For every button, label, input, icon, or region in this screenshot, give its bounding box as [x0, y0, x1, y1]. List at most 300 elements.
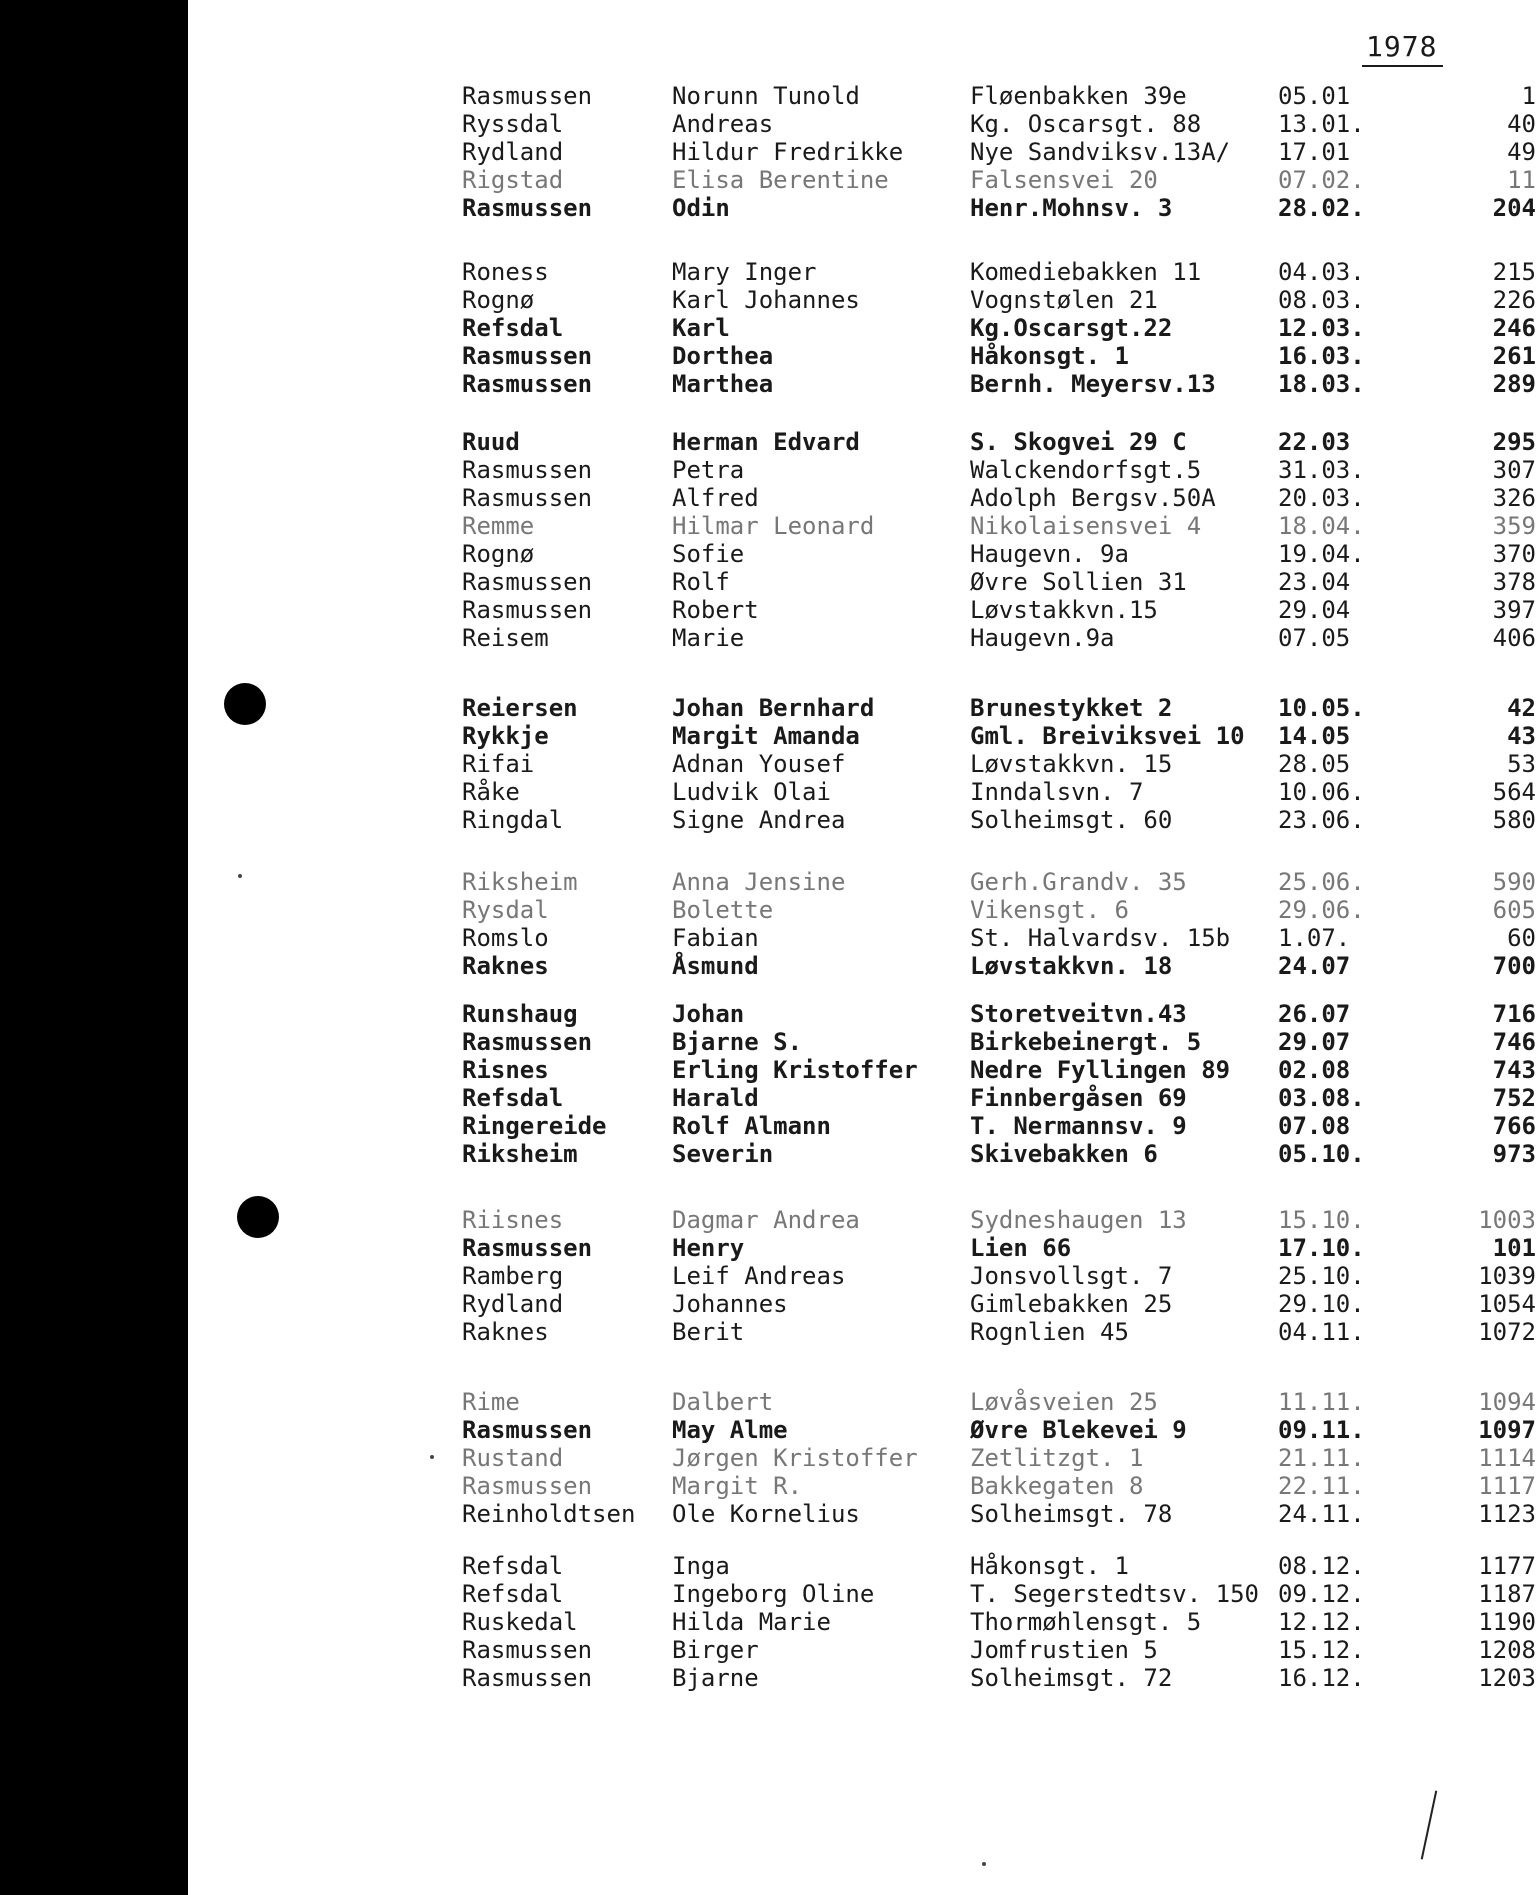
first-name-cell: Alfred — [672, 484, 759, 512]
first-name-cell: Ole Kornelius — [672, 1500, 860, 1528]
date-cell: 02.08 — [1278, 1056, 1351, 1084]
number-cell: 1117 — [1478, 1472, 1536, 1500]
surname-cell: Rasmussen — [462, 342, 593, 370]
date-cell: 22.03 — [1278, 428, 1351, 456]
date-cell: 07.08 — [1278, 1112, 1351, 1140]
date-cell: 11.11. — [1278, 1388, 1365, 1416]
surname-cell: Råke — [462, 778, 520, 806]
first-name-cell: Johannes — [672, 1290, 788, 1318]
address-cell: Nikolaisensvei 4 — [970, 512, 1202, 540]
number-cell: 1072 — [1478, 1318, 1536, 1346]
surname-cell: Romslo — [462, 924, 549, 952]
address-cell: Haugevn. 9a — [970, 540, 1129, 568]
first-name-cell: Margit R. — [672, 1472, 803, 1500]
date-cell: 24.11. — [1278, 1500, 1365, 1528]
address-cell: Øvre Sollien 31 — [970, 568, 1187, 596]
entry-group — [0, 1206, 1536, 1346]
surname-cell: Risnes — [462, 1056, 549, 1084]
register-entry — [0, 1552, 1536, 1580]
date-cell: 28.05 — [1278, 750, 1351, 778]
register-entry — [0, 722, 1536, 750]
surname-cell: Rognø — [462, 540, 535, 568]
surname-cell: Ruud — [462, 428, 520, 456]
number-cell: 397 — [1492, 596, 1536, 624]
first-name-cell: Adnan Yousef — [672, 750, 846, 778]
date-cell: 12.12. — [1278, 1608, 1365, 1636]
date-cell: 13.01. — [1278, 110, 1365, 138]
surname-cell: Rognø — [462, 286, 535, 314]
address-cell: Nedre Fyllingen 89 — [970, 1056, 1231, 1084]
surname-cell: Refsdal — [462, 1084, 564, 1112]
address-cell: Finnbergåsen 69 — [970, 1084, 1187, 1112]
surname-cell: Raknes — [462, 952, 549, 980]
first-name-cell: Robert — [672, 596, 759, 624]
date-cell: 28.02. — [1278, 194, 1365, 222]
register-entry — [0, 750, 1536, 778]
surname-cell: Rigstad — [462, 166, 564, 194]
surname-cell: Rasmussen — [462, 1416, 593, 1444]
register-entry — [0, 1636, 1536, 1664]
first-name-cell: Marthea — [672, 370, 774, 398]
register-entry — [0, 82, 1536, 110]
surname-cell: Rydland — [462, 138, 564, 166]
address-cell: Håkonsgt. 1 — [970, 342, 1129, 370]
first-name-cell: Dagmar Andrea — [672, 1206, 860, 1234]
number-cell: 370 — [1492, 540, 1536, 568]
number-cell: 973 — [1492, 1140, 1536, 1168]
surname-cell: Riksheim — [462, 1140, 578, 1168]
number-cell: 1177 — [1478, 1552, 1536, 1580]
address-cell: Birkebeinergt. 5 — [970, 1028, 1202, 1056]
first-name-cell: Signe Andrea — [672, 806, 846, 834]
surname-cell: Ringdal — [462, 806, 564, 834]
number-cell: 359 — [1492, 512, 1536, 540]
number-cell: 11 — [1507, 166, 1536, 194]
register-entry — [0, 1388, 1536, 1416]
first-name-cell: Åsmund — [672, 952, 759, 980]
surname-cell: Rydland — [462, 1290, 564, 1318]
address-cell: Walckendorfsgt.5 — [970, 456, 1202, 484]
address-cell: Jonsvollsgt. 7 — [970, 1262, 1173, 1290]
date-cell: 26.07 — [1278, 1000, 1351, 1028]
date-cell: 20.03. — [1278, 484, 1365, 512]
first-name-cell: Henry — [672, 1234, 745, 1262]
register-entry — [0, 868, 1536, 896]
number-cell: 60 — [1507, 924, 1536, 952]
address-cell: Gml. Breiviksvei 10 — [970, 722, 1245, 750]
surname-cell: Rime — [462, 1388, 520, 1416]
number-cell: 1187 — [1478, 1580, 1536, 1608]
register-entry — [0, 1234, 1536, 1262]
surname-cell: Raknes — [462, 1318, 549, 1346]
surname-cell: Rasmussen — [462, 1472, 593, 1500]
number-cell: 289 — [1492, 370, 1536, 398]
date-cell: 23.06. — [1278, 806, 1365, 834]
address-cell: Løvstakkvn. 18 — [970, 952, 1173, 980]
date-cell: 31.03. — [1278, 456, 1365, 484]
number-cell: 1190 — [1478, 1608, 1536, 1636]
date-cell: 17.10. — [1278, 1234, 1365, 1262]
surname-cell: Ringereide — [462, 1112, 607, 1140]
address-cell: Løvstakkvn. 15 — [970, 750, 1173, 778]
address-cell: Storetveitvn.43 — [970, 1000, 1187, 1028]
first-name-cell: Jørgen Kristoffer — [672, 1444, 918, 1472]
address-cell: Solheimsgt. 60 — [970, 806, 1173, 834]
date-cell: 07.05 — [1278, 624, 1351, 652]
register-entry — [0, 286, 1536, 314]
date-cell: 29.04 — [1278, 596, 1351, 624]
first-name-cell: Norunn Tunold — [672, 82, 860, 110]
register-entry — [0, 1056, 1536, 1084]
date-cell: 04.03. — [1278, 258, 1365, 286]
surname-cell: Rysdal — [462, 896, 549, 924]
register-entry — [0, 110, 1536, 138]
address-cell: Kg.Oscarsgt.22 — [970, 314, 1173, 342]
address-cell: Thormøhlensgt. 5 — [970, 1608, 1202, 1636]
number-cell: 307 — [1492, 456, 1536, 484]
address-cell: Kg. Oscarsgt. 88 — [970, 110, 1202, 138]
date-cell: 22.11. — [1278, 1472, 1365, 1500]
surname-cell: Rasmussen — [462, 1234, 593, 1262]
number-cell: 1054 — [1478, 1290, 1536, 1318]
number-cell: 204 — [1492, 194, 1536, 222]
register-entry — [0, 1000, 1536, 1028]
date-cell: 16.12. — [1278, 1664, 1365, 1692]
first-name-cell: Hilmar Leonard — [672, 512, 875, 540]
register-entry — [0, 1290, 1536, 1318]
number-cell: 53 — [1507, 750, 1536, 778]
surname-cell: Riisnes — [462, 1206, 564, 1234]
date-cell: 09.12. — [1278, 1580, 1365, 1608]
register-entry — [0, 314, 1536, 342]
entry-group — [0, 868, 1536, 980]
surname-cell: Refsdal — [462, 1552, 564, 1580]
first-name-cell: Erling Kristoffer — [672, 1056, 918, 1084]
first-name-cell: Bjarne S. — [672, 1028, 803, 1056]
register-entry — [0, 1112, 1536, 1140]
register-entry — [0, 1580, 1536, 1608]
date-cell: 12.03. — [1278, 314, 1365, 342]
register-entry — [0, 370, 1536, 398]
number-cell: 1 — [1521, 82, 1536, 110]
register-entry — [0, 1084, 1536, 1112]
surname-cell: Rasmussen — [462, 456, 593, 484]
surname-cell: Refsdal — [462, 314, 564, 342]
number-cell: 1208 — [1478, 1636, 1536, 1664]
date-cell: 03.08. — [1278, 1084, 1365, 1112]
register-entry — [0, 778, 1536, 806]
address-cell: Gimlebakken 25 — [970, 1290, 1173, 1318]
register-entry — [0, 1140, 1536, 1168]
entry-group — [0, 428, 1536, 652]
surname-cell: Rustand — [462, 1444, 564, 1472]
number-cell: 1003 — [1478, 1206, 1536, 1234]
register-entry — [0, 456, 1536, 484]
first-name-cell: Margit Amanda — [672, 722, 860, 750]
number-cell: 246 — [1492, 314, 1536, 342]
date-cell: 04.11. — [1278, 1318, 1365, 1346]
date-cell: 25.10. — [1278, 1262, 1365, 1290]
surname-cell: Rasmussen — [462, 568, 593, 596]
register-entry — [0, 952, 1536, 980]
first-name-cell: Karl — [672, 314, 730, 342]
register-entry — [0, 138, 1536, 166]
surname-cell: Remme — [462, 512, 535, 540]
register-entry — [0, 806, 1536, 834]
number-cell: 40 — [1507, 110, 1536, 138]
address-cell: Jomfrustien 5 — [970, 1636, 1158, 1664]
date-cell: 08.12. — [1278, 1552, 1365, 1580]
address-cell: Henr.Mohnsv. 3 — [970, 194, 1173, 222]
address-cell: Løvåsveien 25 — [970, 1388, 1158, 1416]
first-name-cell: Marie — [672, 624, 745, 652]
register-entry — [0, 428, 1536, 456]
entry-group — [0, 1388, 1536, 1528]
surname-cell: Riksheim — [462, 868, 578, 896]
address-cell: Haugevn.9a — [970, 624, 1115, 652]
entry-group — [0, 1552, 1536, 1692]
register-entry — [0, 1318, 1536, 1346]
register-entry — [0, 484, 1536, 512]
first-name-cell: Mary Inger — [672, 258, 817, 286]
first-name-cell: Odin — [672, 194, 730, 222]
surname-cell: Runshaug — [462, 1000, 578, 1028]
register-entry — [0, 258, 1536, 286]
first-name-cell: Bjarne — [672, 1664, 759, 1692]
register-entry — [0, 568, 1536, 596]
entry-group — [0, 82, 1536, 222]
address-cell: Skivebakken 6 — [970, 1140, 1158, 1168]
address-cell: Rognlien 45 — [970, 1318, 1129, 1346]
date-cell: 05.10. — [1278, 1140, 1365, 1168]
address-cell: Vikensgt. 6 — [970, 896, 1129, 924]
address-cell: Zetlitzgt. 1 — [970, 1444, 1144, 1472]
number-cell: 605 — [1492, 896, 1536, 924]
first-name-cell: Anna Jensine — [672, 868, 846, 896]
address-cell: Bakkegaten 8 — [970, 1472, 1144, 1500]
address-cell: Solheimsgt. 78 — [970, 1500, 1173, 1528]
address-cell: Falsensvei 20 — [970, 166, 1158, 194]
date-cell: 17.01 — [1278, 138, 1351, 166]
number-cell: 752 — [1492, 1084, 1536, 1112]
date-cell: 19.04. — [1278, 540, 1365, 568]
surname-cell: Ramberg — [462, 1262, 564, 1290]
year-heading: 1978 — [1362, 30, 1443, 67]
surname-cell: Rykkje — [462, 722, 549, 750]
first-name-cell: Inga — [672, 1552, 730, 1580]
address-cell: Fløenbakken 39e — [970, 82, 1187, 110]
surname-cell: Rasmussen — [462, 1636, 593, 1664]
number-cell: 746 — [1492, 1028, 1536, 1056]
register-entry — [0, 896, 1536, 924]
surname-cell: Reisem — [462, 624, 549, 652]
date-cell: 07.02. — [1278, 166, 1365, 194]
number-cell: 378 — [1492, 568, 1536, 596]
first-name-cell: Johan Bernhard — [672, 694, 875, 722]
pen-stroke — [1421, 1791, 1438, 1860]
date-cell: 18.03. — [1278, 370, 1365, 398]
entry-group — [0, 1000, 1536, 1168]
surname-cell: Rasmussen — [462, 484, 593, 512]
number-cell: 1203 — [1478, 1664, 1536, 1692]
first-name-cell: Hildur Fredrikke — [672, 138, 904, 166]
register-entry — [0, 596, 1536, 624]
address-cell: Håkonsgt. 1 — [970, 1552, 1129, 1580]
register-entry — [0, 540, 1536, 568]
surname-cell: Rasmussen — [462, 370, 593, 398]
register-entry — [0, 1444, 1536, 1472]
address-cell: T. Segerstedtsv. 150 — [970, 1580, 1259, 1608]
register-entry — [0, 1472, 1536, 1500]
first-name-cell: Dalbert — [672, 1388, 774, 1416]
number-cell: 716 — [1492, 1000, 1536, 1028]
number-cell: 295 — [1492, 428, 1536, 456]
register-entry — [0, 1262, 1536, 1290]
date-cell: 15.10. — [1278, 1206, 1365, 1234]
register-entry — [0, 924, 1536, 952]
number-cell: 564 — [1492, 778, 1536, 806]
date-cell: 10.05. — [1278, 694, 1365, 722]
surname-cell: Roness — [462, 258, 549, 286]
register-entry — [0, 1500, 1536, 1528]
first-name-cell: Johan — [672, 1000, 745, 1028]
surname-cell: Rasmussen — [462, 596, 593, 624]
address-cell: Sydneshaugen 13 — [970, 1206, 1187, 1234]
number-cell: 43 — [1507, 722, 1536, 750]
address-cell: S. Skogvei 29 C — [970, 428, 1187, 456]
first-name-cell: Bolette — [672, 896, 774, 924]
register-entry — [0, 342, 1536, 370]
first-name-cell: Ludvik Olai — [672, 778, 831, 806]
number-cell: 42 — [1507, 694, 1536, 722]
first-name-cell: Fabian — [672, 924, 759, 952]
date-cell: 24.07 — [1278, 952, 1351, 980]
address-cell: Adolph Bergsv.50A — [970, 484, 1216, 512]
register-entry — [0, 1028, 1536, 1056]
first-name-cell: May Alme — [672, 1416, 788, 1444]
first-name-cell: Karl Johannes — [672, 286, 860, 314]
date-cell: 1.07. — [1278, 924, 1351, 952]
date-cell: 29.07 — [1278, 1028, 1351, 1056]
first-name-cell: Andreas — [672, 110, 774, 138]
first-name-cell: Harald — [672, 1084, 759, 1112]
surname-cell: Refsdal — [462, 1580, 564, 1608]
number-cell: 226 — [1492, 286, 1536, 314]
first-name-cell: Elisa Berentine — [672, 166, 889, 194]
date-cell: 23.04 — [1278, 568, 1351, 596]
address-cell: Inndalsvn. 7 — [970, 778, 1144, 806]
address-cell: Komediebakken 11 — [970, 258, 1202, 286]
date-cell: 05.01 — [1278, 82, 1351, 110]
register-entry — [0, 1416, 1536, 1444]
address-cell: Solheimsgt. 72 — [970, 1664, 1173, 1692]
number-cell: 261 — [1492, 342, 1536, 370]
date-cell: 15.12. — [1278, 1636, 1365, 1664]
first-name-cell: Severin — [672, 1140, 774, 1168]
date-cell: 21.11. — [1278, 1444, 1365, 1472]
date-cell: 16.03. — [1278, 342, 1365, 370]
surname-cell: Reinholdtsen — [462, 1500, 636, 1528]
first-name-cell: Leif Andreas — [672, 1262, 846, 1290]
number-cell: 326 — [1492, 484, 1536, 512]
first-name-cell: Rolf — [672, 568, 730, 596]
register-entry — [0, 512, 1536, 540]
first-name-cell: Sofie — [672, 540, 745, 568]
address-cell: Løvstakkvn.15 — [970, 596, 1158, 624]
number-cell: 590 — [1492, 868, 1536, 896]
date-cell: 29.06. — [1278, 896, 1365, 924]
first-name-cell: Rolf Almann — [672, 1112, 831, 1140]
register-entry — [0, 1664, 1536, 1692]
address-cell: Lien 66 — [970, 1234, 1072, 1262]
entry-group — [0, 694, 1536, 834]
number-cell: 406 — [1492, 624, 1536, 652]
date-cell: 09.11. — [1278, 1416, 1365, 1444]
date-cell: 14.05 — [1278, 722, 1351, 750]
register-entry — [0, 624, 1536, 652]
number-cell: 1094 — [1478, 1388, 1536, 1416]
surname-cell: Ruskedal — [462, 1608, 578, 1636]
first-name-cell: Herman Edvard — [672, 428, 860, 456]
speck-mark — [982, 1862, 986, 1866]
register-entry — [0, 694, 1536, 722]
date-cell: 08.03. — [1278, 286, 1365, 314]
surname-cell: Rifai — [462, 750, 535, 778]
address-cell: Bernh. Meyersv.13 — [970, 370, 1216, 398]
first-name-cell: Ingeborg Oline — [672, 1580, 875, 1608]
address-cell: T. Nermannsv. 9 — [970, 1112, 1187, 1140]
surname-cell: Rasmussen — [462, 1028, 593, 1056]
address-cell: St. Halvardsv. 15b — [970, 924, 1231, 952]
number-cell: 1039 — [1478, 1262, 1536, 1290]
number-cell: 700 — [1492, 952, 1536, 980]
first-name-cell: Berit — [672, 1318, 745, 1346]
register-entry — [0, 1206, 1536, 1234]
surname-cell: Rasmussen — [462, 82, 593, 110]
number-cell: 215 — [1492, 258, 1536, 286]
address-cell: Nye Sandviksv.13A/ — [970, 138, 1231, 166]
first-name-cell: Petra — [672, 456, 745, 484]
number-cell: 1114 — [1478, 1444, 1536, 1472]
first-name-cell: Birger — [672, 1636, 759, 1664]
number-cell: 743 — [1492, 1056, 1536, 1084]
date-cell: 18.04. — [1278, 512, 1365, 540]
number-cell: 49 — [1507, 138, 1536, 166]
first-name-cell: Hilda Marie — [672, 1608, 831, 1636]
surname-cell: Rasmussen — [462, 194, 593, 222]
surname-cell: Rasmussen — [462, 1664, 593, 1692]
address-cell: Vognstølen 21 — [970, 286, 1158, 314]
address-cell: Gerh.Grandv. 35 — [970, 868, 1187, 896]
number-cell: 580 — [1492, 806, 1536, 834]
number-cell: 1097 — [1478, 1416, 1536, 1444]
date-cell: 25.06. — [1278, 868, 1365, 896]
number-cell: 766 — [1492, 1112, 1536, 1140]
address-cell: Øvre Blekevei 9 — [970, 1416, 1187, 1444]
number-cell: 101 — [1492, 1234, 1536, 1262]
surname-cell: Ryssdal — [462, 110, 564, 138]
date-cell: 10.06. — [1278, 778, 1365, 806]
first-name-cell: Dorthea — [672, 342, 774, 370]
address-cell: Brunestykket 2 — [970, 694, 1173, 722]
date-cell: 29.10. — [1278, 1290, 1365, 1318]
register-entry — [0, 166, 1536, 194]
surname-cell: Reiersen — [462, 694, 578, 722]
entry-group — [0, 258, 1536, 398]
register-entry — [0, 1608, 1536, 1636]
register-entry — [0, 194, 1536, 222]
number-cell: 1123 — [1478, 1500, 1536, 1528]
